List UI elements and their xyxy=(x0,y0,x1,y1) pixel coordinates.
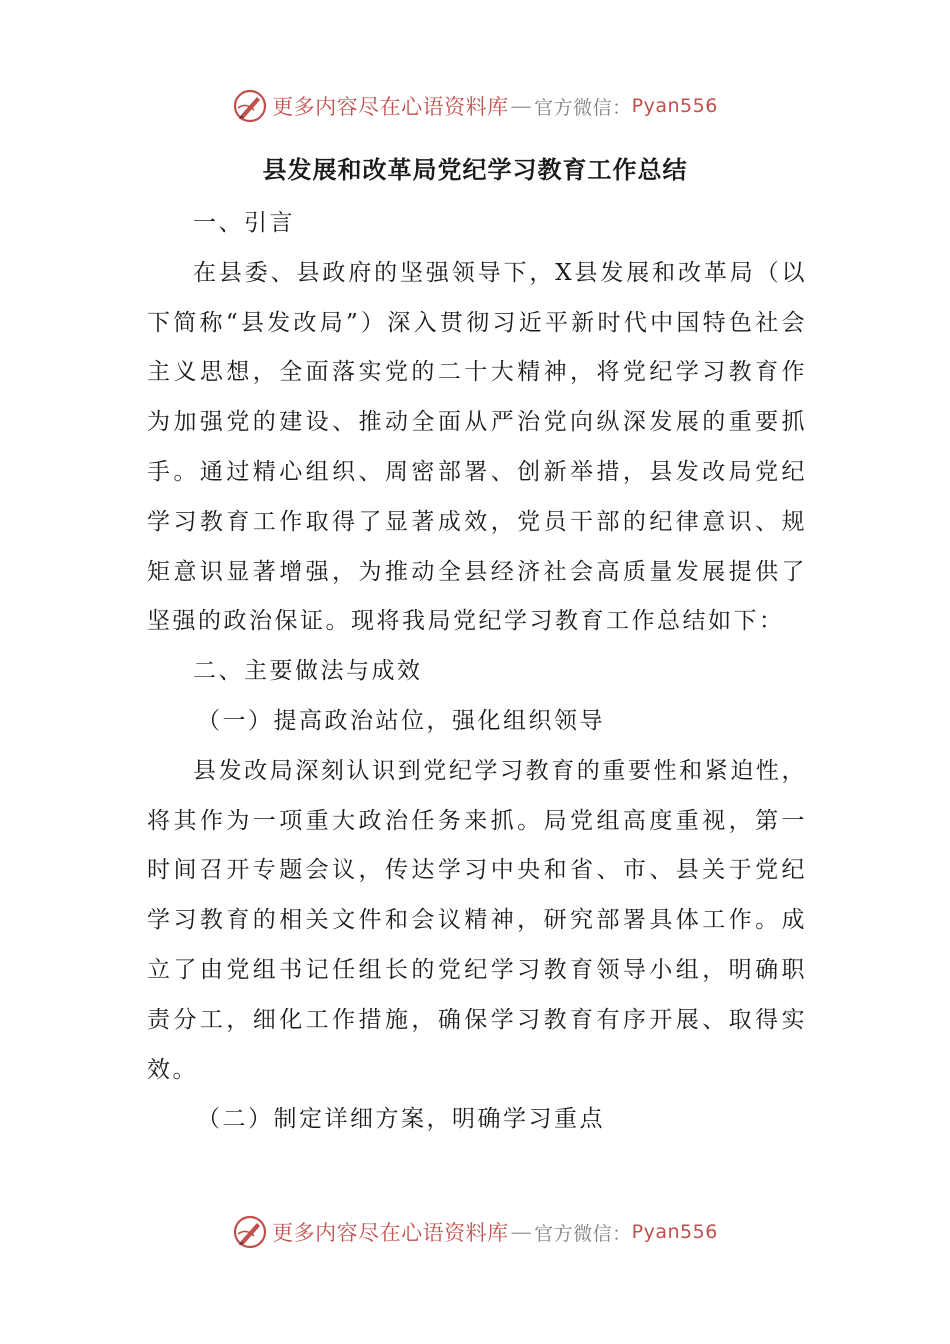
subsection-heading-1: （一）提高政治站位，强化组织领导 xyxy=(197,707,605,734)
pen-logo-icon xyxy=(232,88,268,124)
pen-logo-icon xyxy=(232,1214,268,1250)
section-heading-intro: 一、引言 xyxy=(193,210,295,236)
paragraph-subsection-1: 县发改局深刻认识到党纪学习教育的重要性和紧迫性，将其作为一项重大政治任务来抓。局党组高度重视，第一时间召开专题会议，传达学习中央和省、市、县关于党纪学习教育的相关文件和会议精神，研究部署具体工作。成立了由党组书记任组长的党纪学习教育领导小组，明确职责分工，细化工作措施，确保学习教育有序开展、取得实效。 xyxy=(147,757,807,1083)
watermark-separator: — xyxy=(510,94,533,118)
watermark-separator: — xyxy=(510,1220,533,1244)
watermark-id: Pyan556 xyxy=(631,95,718,117)
paragraph-intro: 在县委、县政府的坚强领导下，X县发展和改革局（以下简称“县发改局”）深入贯彻习近平新时代中国特色社会主义思想，全面落实党的二十大精神，将党纪学习教育作为加强党的建设、推动全面从严治党向纵深发展的重要抓手。通过精心组织、周密部署、创新举措，县发改局党纪学习教育工作取得了显著成效，党员干部的纪律意识、规矩意识显著增强，为推动全县经济社会高质量发展提供了坚强的政治保证。现将我局党纪学习教育工作总结如下： xyxy=(147,259,807,635)
watermark-header xyxy=(0,86,950,126)
watermark-footer xyxy=(0,1212,950,1252)
watermark-sub-text: 官方微信： xyxy=(534,1222,632,1245)
page-title: 县发展和改革局党纪学习教育工作总结 xyxy=(262,155,688,184)
document-body xyxy=(147,199,807,1145)
section-heading-practices: 二、主要做法与成效 xyxy=(193,658,423,685)
watermark-main-text: 更多内容尽在心语资料库 xyxy=(272,1221,509,1245)
watermark-id: Pyan556 xyxy=(631,1221,718,1243)
watermark-main-text: 更多内容尽在心语资料库 xyxy=(272,95,509,119)
watermark-sub-text: 官方微信： xyxy=(534,96,632,119)
subsection-heading-2: （二）制定详细方案，明确学习重点 xyxy=(197,1106,605,1133)
